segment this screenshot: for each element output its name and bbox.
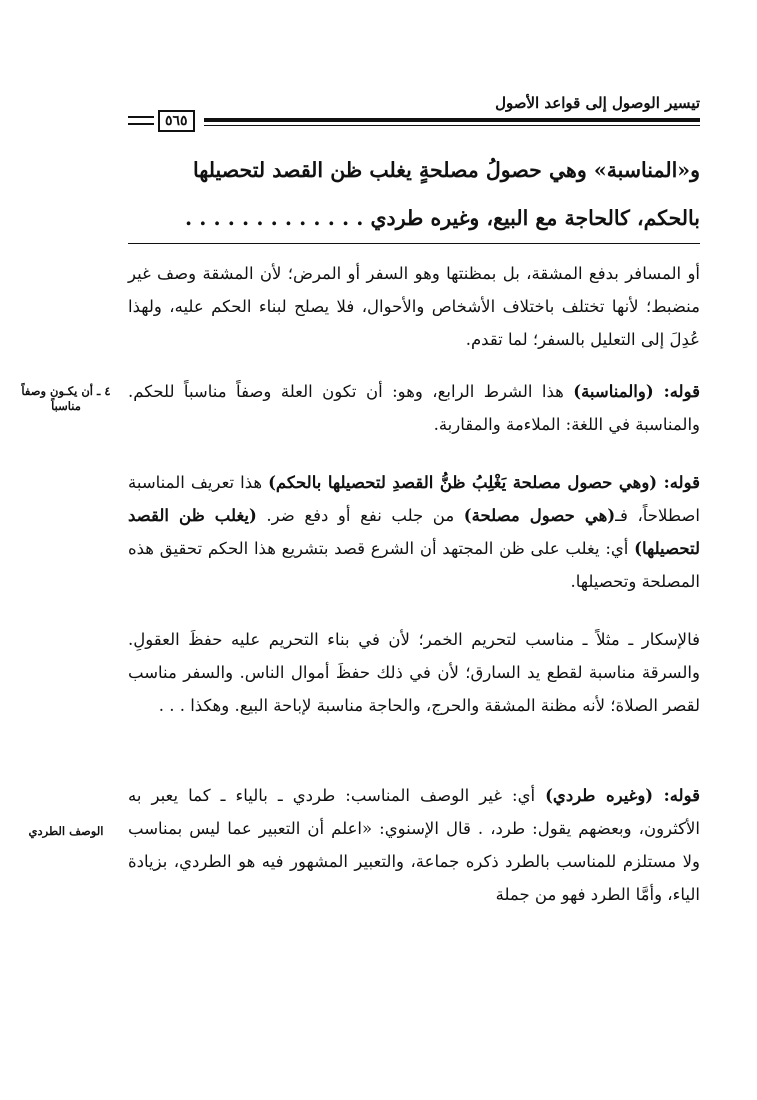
p4-text: أي: غير الوصف المناسب: طردي ـ بالياء ـ كما يعبر به الأكثرون، وبعضهم يقول: طرد، . قال الإسنوي: «اعلم أن التعبير عما ليس بمناسب ولا مستلزم للمناسب بالطرد ذكره جماعة، والتعبير المشهور فيه هو الطردي، بزيادة الياء، وأمَّا الطرد فهو من جملة (128, 786, 700, 904)
header-rule-thin (204, 125, 700, 126)
paragraph-definition (128, 466, 700, 598)
paragraph-tardi (128, 779, 700, 911)
header-dash-bottom (128, 123, 154, 125)
p3-text: فالإسكار ـ مثلاً ـ مناسب لتحريم الخمر؛ لأن في بناء التحريم عليه حفظَ العقولِ. والسرقة مناسبة لقطع يد السارق؛ لأن في ذلك حفظَ أموال الناس. والسفر مناسب لقصر الصلاة؛ لأنه مظنة المشقة والحرج، والحاجة مناسبة لإباحة البيع. وهكذا . . . (128, 630, 700, 715)
paragraph-examples (128, 623, 700, 722)
p1-lead: قوله: (والمناسبة) (573, 382, 700, 401)
page-number: ٥٦٥ (158, 110, 195, 132)
p2-text-1: هذا تعريف المناسبة اصطلاحاً، فـ (128, 473, 700, 525)
p2-bold-2: (يغلب ظن القصد لتحصيلها) (128, 506, 700, 558)
header-dash-top (128, 116, 154, 118)
matn-text (128, 146, 700, 242)
margin-note-tardi: الوصف الطردي (28, 824, 104, 838)
matn-line-2: بالحكم، كالحاجة مع البيع، وغيره طردي . . . . . . . . . . . . . (184, 206, 700, 230)
header-rule-thick (204, 118, 700, 122)
p2-text-2: من جلب نفع أو دفع ضر. (256, 506, 464, 525)
p2-lead: قوله: (وهي حصول مصلحة يَغْلِبُ ظنُّ القصدِ لتحصيلها بالحكم) (268, 473, 700, 492)
intro-text: أو المسافر بدفع المشقة، بل بمظنتها وهو السفر أو المرض؛ لأن المشقة وصف غير منضبط؛ لأنها تختلف باختلاف الأشخاص والأحوال، فلا يصلح لبناء الحكم عليه، ولهذا عُدِلَ إلى التعليل بالسفر؛ لما تقدم. (128, 264, 700, 349)
intro-paragraph (128, 257, 700, 356)
p2-bold-1: (هي حصول مصلحة) (463, 506, 616, 525)
margin-note-condition-4: ٤ ـ أن يكـون وصفاً مناسباً (21, 384, 111, 413)
matn-divider (128, 243, 700, 244)
matn-line-1: و«المناسبة» وهي حصولُ مصلحةٍ يغلب ظن القصد لتحصيلها (193, 158, 700, 182)
p1-text: هذا الشرط الرابع، وهو: أن تكون العلة وصفاً مناسباً للحكم. والمناسبة في اللغة: الملاءمة والمقاربة. (128, 382, 700, 434)
paragraph-munasaba (128, 375, 700, 441)
p4-lead: قوله: (وغيره طردي) (545, 786, 700, 805)
book-title: تيسير الوصول إلى قواعد الأصول (495, 94, 700, 112)
page-header (128, 94, 700, 134)
p2-text-3: أي: يغلب على ظن المجتهد أن الشرع قصد بتشريع هذا الحكم تحقيق هذه المصلحة وتحصيلها. (128, 539, 700, 591)
